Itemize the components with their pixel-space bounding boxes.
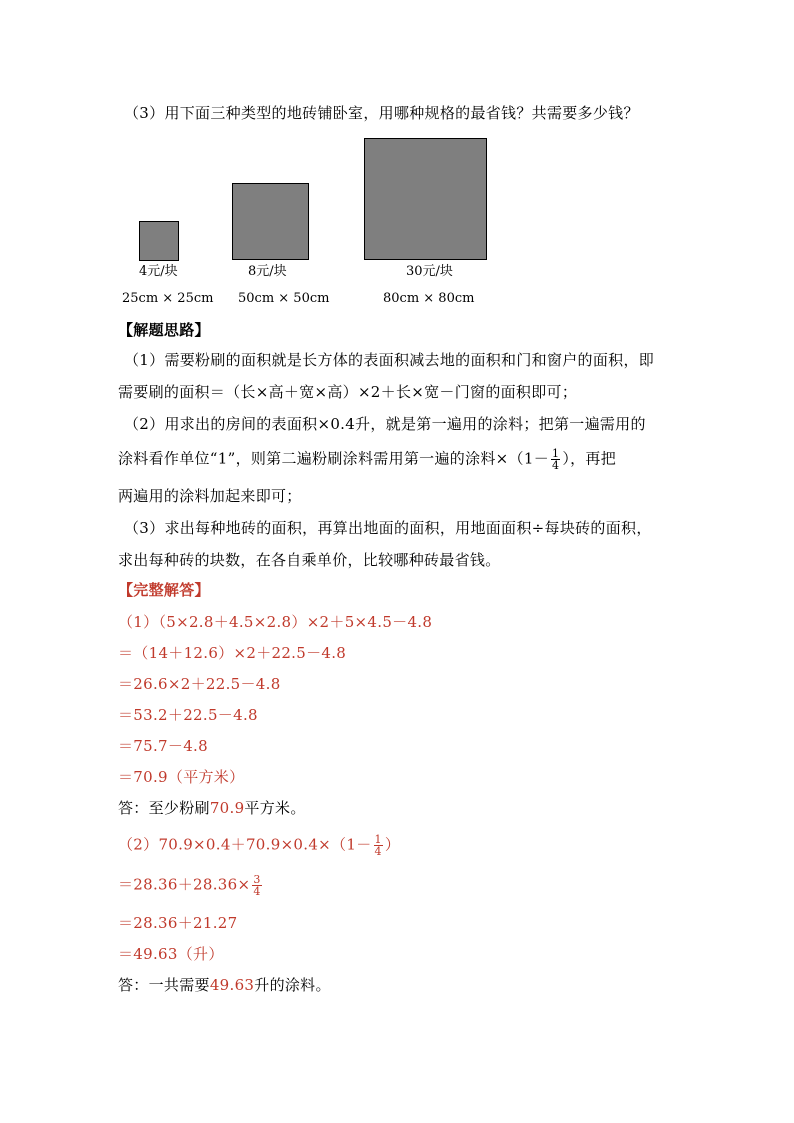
thinking-p2-line3: 两遍用的涂料加起来即可； xyxy=(118,487,302,505)
tile-large xyxy=(364,138,487,260)
fraction-denominator: 4 xyxy=(374,845,382,858)
answer-step1-line6: ＝70.9（平方米） xyxy=(118,768,245,786)
answer-1-statement xyxy=(118,798,306,818)
answer-1-prefix: 答：至少粉刷 xyxy=(118,799,210,817)
thinking-p2-line1: （2）用求出的房间的表面积×0.4升，就是第一遍用的涂料；把第一遍需用的 xyxy=(124,415,646,433)
question-3: （3）用下面三种类型的地砖铺卧室，用哪种规格的最省钱？共需要多少钱？ xyxy=(124,104,639,122)
fraction-numerator: 3 xyxy=(253,873,261,886)
fraction-numerator: 1 xyxy=(552,447,560,460)
tile-small-price: 4元/块 xyxy=(139,264,178,279)
thinking-p2-line2-text-a: 涂料看作单位“1”，则第二遍粉刷涂料需用第一遍的涂料×（1－ xyxy=(118,449,549,468)
answer-step1-line3: ＝26.6×2＋22.5－4.8 xyxy=(118,675,281,693)
thinking-p3-line1: （3）求出每种地砖的面积，再算出地面的面积，用地面面积÷每块砖的面积， xyxy=(124,519,652,537)
answer-step1-line2: ＝（14＋12.6）×2＋22.5－4.8 xyxy=(118,644,347,662)
answer-step2-line2-text: ＝28.36＋28.36× xyxy=(118,875,251,894)
tile-large-price: 30元/块 xyxy=(406,264,453,279)
tile-small-size: 25cm × 25cm xyxy=(122,291,214,306)
thinking-p2-line2 xyxy=(118,448,616,471)
thinking-p2-line2-text-b: ），再把 xyxy=(562,449,617,468)
answer-2-value: 49.63 xyxy=(209,976,255,994)
answer-heading: 【完整解答】 xyxy=(118,581,210,599)
answer-step2-line3: ＝28.36＋21.27 xyxy=(118,914,238,932)
answer-1-value: 70.9 xyxy=(209,799,245,817)
fraction-one-quarter xyxy=(374,834,383,857)
tile-small xyxy=(139,221,179,261)
answer-step2-line1-text-b: ） xyxy=(384,835,401,854)
answer-step2-line1 xyxy=(118,834,400,857)
thinking-p3-line2: 求出每种砖的块数，在各自乘单价，比较哪种砖最省钱。 xyxy=(118,551,501,569)
answer-1-suffix: 平方米。 xyxy=(244,799,306,817)
fraction-numerator: 1 xyxy=(374,833,382,846)
tile-medium-price: 8元/块 xyxy=(248,264,287,279)
answer-step2-line1-text-a: （2）70.9×0.4＋70.9×0.4×（1－ xyxy=(118,835,372,854)
tile-medium-size: 50cm × 50cm xyxy=(238,291,330,306)
answer-step2-line2 xyxy=(118,874,264,897)
answer-step1-line4: ＝53.2＋22.5－4.8 xyxy=(118,706,258,724)
thinking-p1-line1: （1）需要粉刷的面积就是长方体的表面积减去地的面积和门和窗户的面积，即 xyxy=(124,351,655,369)
fraction-denominator: 4 xyxy=(552,459,560,472)
answer-step1-line5: ＝75.7－4.8 xyxy=(118,737,208,755)
tile-large-size: 80cm × 80cm xyxy=(383,291,475,306)
thinking-heading: 【解题思路】 xyxy=(118,321,210,339)
answer-step2-line4: ＝49.63（升） xyxy=(118,945,224,963)
fraction-three-quarters xyxy=(252,874,261,897)
fraction-denominator: 4 xyxy=(253,885,261,898)
answer-step1-line1: （1）（5×2.8＋4.5×2.8）×2＋5×4.5－4.8 xyxy=(118,613,433,631)
answer-2-suffix: 升的涂料。 xyxy=(254,976,331,994)
fraction-one-quarter xyxy=(551,448,560,471)
thinking-p1-line2: 需要刷的面积＝（长×高＋宽×高）×2＋长×宽－门窗的面积即可； xyxy=(118,383,578,401)
tile-medium xyxy=(232,183,309,260)
answer-2-prefix: 答：一共需要 xyxy=(118,976,210,994)
answer-2-statement xyxy=(118,975,331,995)
